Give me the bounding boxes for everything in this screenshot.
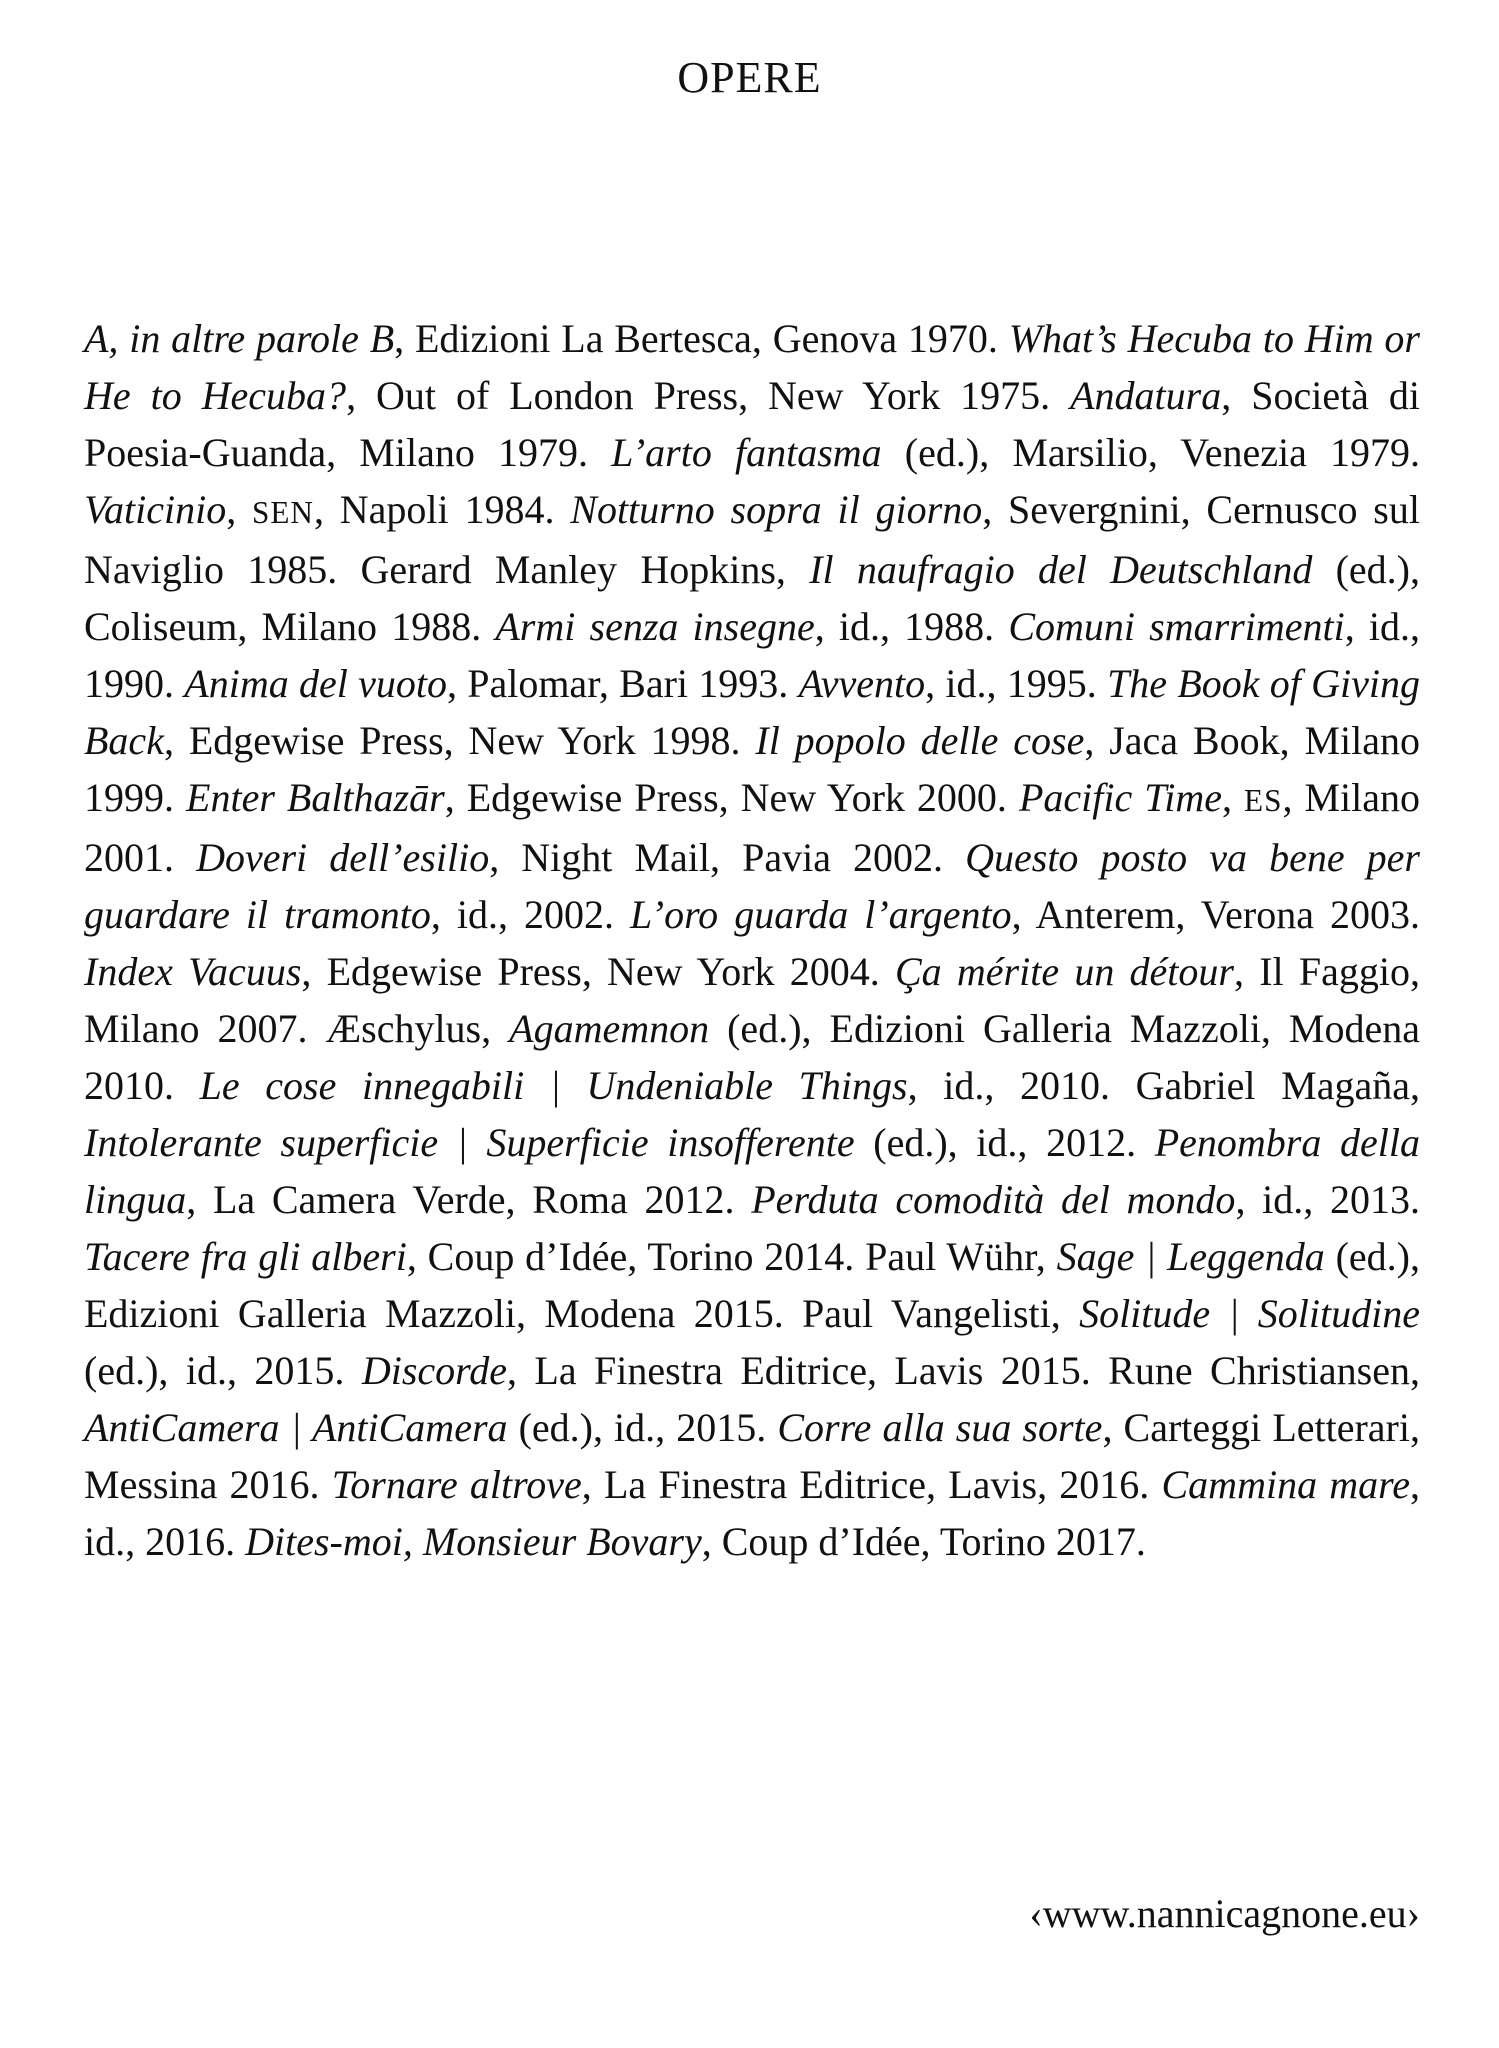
bibliography-text: (ed.), id., 2015. bbox=[84, 1348, 362, 1393]
work-title: Armi senza insegne bbox=[495, 604, 815, 649]
work-title: Questo posto va bene per guardare il tramonto bbox=[84, 835, 1420, 937]
bibliography-text: (ed.), id., 2015. bbox=[507, 1405, 778, 1450]
work-title: Intolerante superficie | Superficie insofferente bbox=[84, 1120, 855, 1165]
work-title: Dites-moi, Monsieur Bovary bbox=[245, 1519, 702, 1564]
work-title: Doveri dell’esilio bbox=[196, 835, 490, 880]
bibliography-text: , Edgewise Press, New York 1998. bbox=[163, 718, 756, 763]
bibliography-text: , id., 1990. bbox=[84, 604, 1421, 706]
work-title: Andatura bbox=[1070, 373, 1222, 418]
bibliography-text: , Palomar, Bari 1993. bbox=[446, 661, 799, 706]
bibliography-text: , La Camera Verde, Roma 2012. bbox=[186, 1177, 752, 1222]
work-title: Tacere fra gli alberi bbox=[84, 1234, 407, 1279]
work-title: Index Vacuus bbox=[84, 949, 302, 994]
bibliography-text: , Jaca Book, Milano 1999. bbox=[84, 718, 1420, 820]
bibliography-text: , Carteggi Letterari, Messina 2016. bbox=[84, 1405, 1420, 1507]
bibliography-text: (ed.), Coliseum, Milano 1988. bbox=[84, 547, 1420, 649]
bibliography-text: (ed.), Edizioni Galleria Mazzoli, Modena 2015. Paul Vangelisti, bbox=[84, 1234, 1420, 1336]
work-title: Avvento bbox=[798, 661, 926, 706]
bibliography-text: , id., 2013. bbox=[1235, 1177, 1420, 1222]
bibliography-text: , id., 2010. Gabriel Magaña, bbox=[907, 1063, 1421, 1108]
work-title: Cammina mare bbox=[1161, 1462, 1410, 1507]
bibliography-text: , La Finestra Editrice, Lavis, 2016. bbox=[581, 1462, 1162, 1507]
work-title: Ça mérite un détour bbox=[894, 949, 1234, 994]
bibliography-text: , La Finestra Editrice, Lavis 2015. Rune Christiansen, bbox=[506, 1348, 1420, 1393]
bibliography-text: , id., 1988. bbox=[814, 604, 1009, 649]
bibliography-text: , Edgewise Press, New York 2004. bbox=[301, 949, 895, 994]
bibliography-text: , Edgewise Press, New York 2000. bbox=[444, 775, 1019, 820]
bibliography-text: , Milano 2001. bbox=[84, 775, 1421, 880]
bibliography-text: , Night Mail, Pavia 2002. bbox=[489, 835, 966, 880]
work-title: Agamemnon bbox=[509, 1006, 710, 1051]
work-title: Sage | Leggenda bbox=[1056, 1234, 1325, 1279]
bibliography-text: , id., 1995. bbox=[925, 661, 1108, 706]
bibliography-text: , Edizioni La Bertesca, Genova 1970. bbox=[394, 316, 1009, 361]
work-title: The Book of Giving Back bbox=[84, 661, 1421, 763]
work-title: Le cose innegabili | Undeniable Things bbox=[199, 1063, 908, 1108]
bibliography-paragraph bbox=[84, 310, 1420, 1570]
website-url: ‹www.nannicagnone.eu› bbox=[1029, 1891, 1420, 1936]
bibliography-text: , Il Faggio, Milano 2007. Æschylus, bbox=[84, 949, 1420, 1051]
bibliography-text: (ed.), Marsilio, Venezia 1979. bbox=[881, 430, 1420, 475]
work-title: Solitude | Solitudine bbox=[1079, 1291, 1420, 1336]
work-title: Anima del vuoto bbox=[184, 661, 447, 706]
work-title: Enter Balthazār bbox=[186, 775, 445, 820]
bibliography-text: , Società di Poesia-Guanda, Milano 1979. bbox=[84, 373, 1420, 475]
work-title: Perduta comodità del mondo bbox=[751, 1177, 1236, 1222]
work-title: A, in altre parole B bbox=[84, 316, 395, 361]
work-title: Pacific Time bbox=[1018, 775, 1223, 820]
work-title: What’s Hecuba to Him or He to Hecuba? bbox=[84, 316, 1420, 418]
publisher-abbreviation: SEN bbox=[252, 495, 314, 530]
bibliography-text: , id., 2002. bbox=[430, 892, 631, 937]
bibliography-text: , Anterem, Verona 2003. bbox=[1011, 892, 1420, 937]
bibliography-text: , Coup d’Idée, Torino 2014. Paul Wühr, bbox=[406, 1234, 1057, 1279]
work-title: Comuni smarrimenti bbox=[1008, 604, 1345, 649]
work-title: Discorde bbox=[361, 1348, 507, 1393]
work-title: Vaticinio bbox=[84, 487, 227, 532]
work-title: Notturno sopra il giorno bbox=[570, 487, 983, 532]
bibliography-text: (ed.), Edizioni Galleria Mazzoli, Modena 2010. bbox=[84, 1006, 1420, 1108]
bibliography-text: , Out of London Press, New York 1975. bbox=[346, 373, 1071, 418]
page-title: OPERE bbox=[677, 53, 822, 102]
work-title: AntiCamera | AntiCamera bbox=[84, 1405, 508, 1450]
work-title: Il naufragio del Deutschland bbox=[809, 547, 1313, 592]
publisher-abbreviation: ES bbox=[1244, 783, 1283, 818]
work-title: L’arto fantasma bbox=[611, 430, 882, 475]
bibliography-text: , bbox=[226, 487, 253, 532]
bibliography-text: , Coup d’Idée, Torino 2017. bbox=[701, 1519, 1146, 1564]
work-title: Tornare altrove bbox=[331, 1462, 582, 1507]
work-title: Penombra della lingua bbox=[84, 1120, 1421, 1222]
work-title: Corre alla sua sorte bbox=[777, 1405, 1103, 1450]
bibliography-text: (ed.), id., 2012. bbox=[854, 1120, 1155, 1165]
bibliography-text: , bbox=[1222, 775, 1245, 820]
work-title: Il popolo delle cose bbox=[755, 718, 1085, 763]
bibliography-text: , id., 2016. bbox=[84, 1462, 1420, 1564]
work-title: L’oro guarda l’argento bbox=[630, 892, 1012, 937]
bibliography-text: , Severgnini, Cernusco sul Naviglio 1985. Gerard Manley Hopkins, bbox=[84, 487, 1420, 592]
bibliography-text: , Napoli 1984. bbox=[313, 487, 571, 532]
